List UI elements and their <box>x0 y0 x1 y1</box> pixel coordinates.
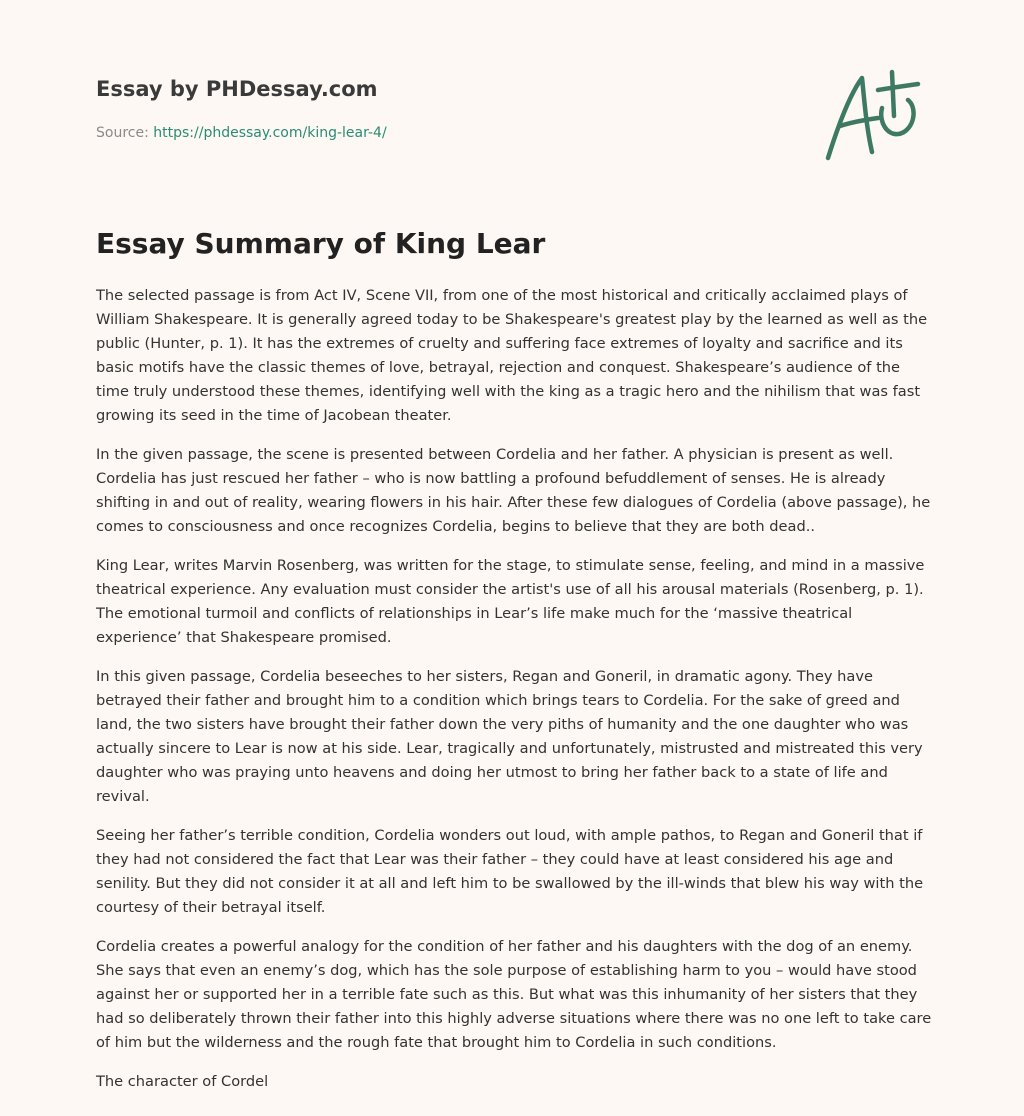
paragraph: Cordelia creates a powerful analogy for the condition of her father and his daughters with the dog of an enemy. She says that even an enemy’s dog, which has the sole purpose of establishing harm to you – would have stood against her or supported her in a terrible fate such as this. But what was this inhumanity of her sisters that they had so deliberately thrown their father into this highly adverse situations where there was no one left to take care of him but the wilderness and the rough fate that brought him to Cordelia in such conditions. <box>96 938 932 1051</box>
essay-title: Essay Summary of King Lear <box>96 227 546 260</box>
paragraph-truncated: The character of Cordel <box>96 1073 269 1090</box>
a-plus-logo <box>820 66 930 166</box>
essay-body <box>96 284 932 1109</box>
source-label: Source: <box>96 125 149 141</box>
source-link[interactable]: https://phdessay.com/king-lear-4/ <box>153 125 387 141</box>
paragraph: In the given passage, the scene is presented between Cordelia and her father. A physician is present as well. Cordelia has just rescued her father – who is now battling a profound befuddlement of senses. He is already shifting in and out of reality, wearing flowers in his hair. After these few dialogues of Cordelia (above passage), he comes to consciousness and once recognizes Cordelia, begins to believe that they are both dead.. <box>96 446 931 535</box>
paragraph: In this given passage, Cordelia beseeches to her sisters, Regan and Goneril, in dramatic agony. They have betrayed their father and brought him to a condition which brings tears to Cordelia. For the sake of greed and land, the two sisters have brought their father down the very piths of humanity and the one daughter who was actually sincere to Lear is now at his side. Lear, tragically and unfortunately, mistrusted and mistreated this very daughter who was praying unto heavens and doing her utmost to bring her father back to a state of life and revival. <box>96 668 923 805</box>
site-brand: Essay by PHDessay.com <box>96 77 378 101</box>
paragraph: Seeing her father’s terrible condition, Cordelia wonders out loud, with ample pathos, to Regan and Goneril that if they had not considered the fact that Lear was their father – they could have at least considered his age and senility. But they did not consider it at all and left him to be swallowed by the ill-winds that blew his way with the courtesy of their betrayal itself. <box>96 827 924 916</box>
paragraph: The selected passage is from Act IV, Scene VII, from one of the most historical and critically acclaimed plays of William Shakespeare. It is generally agreed today to be Shakespeare's greatest play by the learned as well as the public (Hunter, p. 1). It has the extremes of cruelty and suffering face extremes of loyalty and sacrifice and its basic motifs have the classic themes of love, betrayal, rejection and conquest. Shakespeare’s audience of the time truly understood these themes, identifying well with the king as a tragic hero and the nihilism that was fast growing its seed in the time of Jacobean theater. <box>96 287 928 424</box>
paragraph: King Lear, writes Marvin Rosenberg, was written for the stage, to stimulate sense, feeling, and mind in a massive theatrical experience. Any evaluation must consider the artist's use of all his arousal materials (Rosenberg, p. 1). The emotional turmoil and conflicts of relationships in Lear’s life make much for the ‘massive theatrical experience’ that Shakespeare promised. <box>96 557 925 646</box>
source-line <box>96 124 387 142</box>
